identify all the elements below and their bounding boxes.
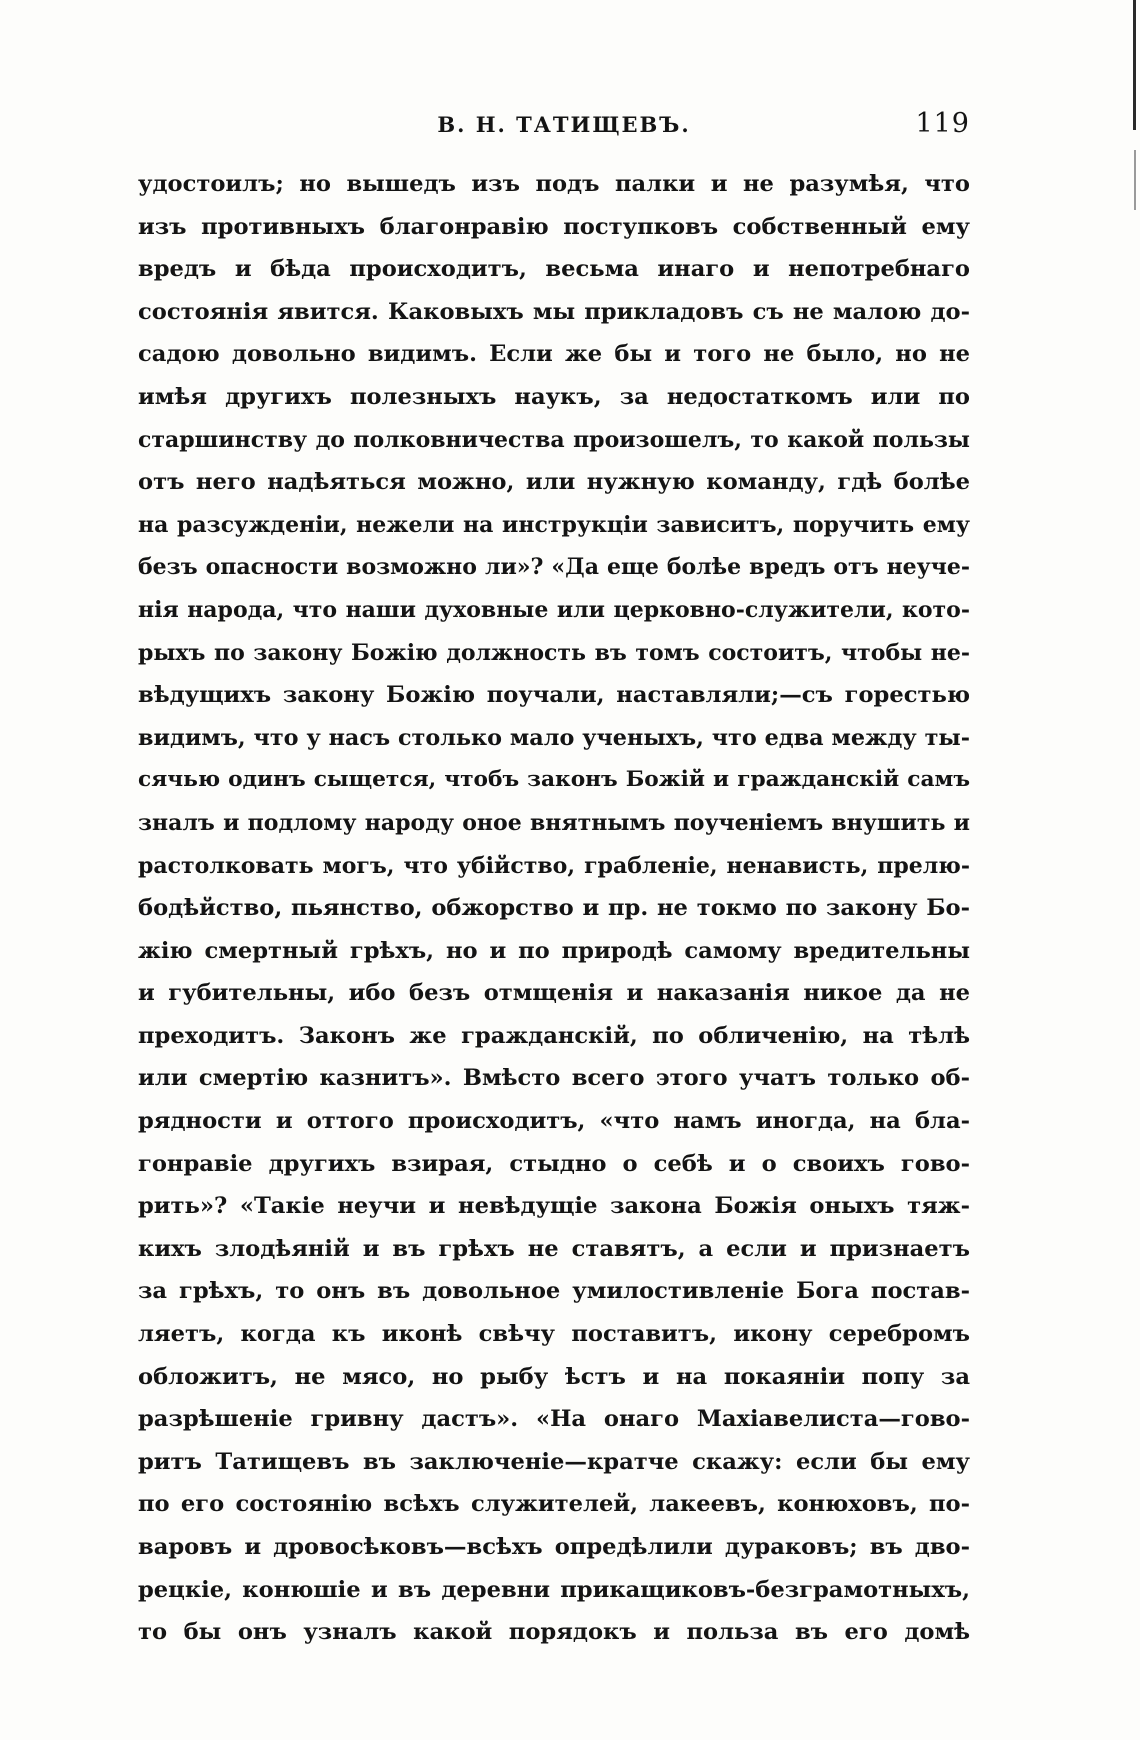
text-line: вредъ и бѣда происходитъ, весьма инаго и непотребнаго xyxy=(138,256,970,283)
text-line: гонравіе другихъ взирая, стыдно о себѣ и о своихъ гово- xyxy=(138,1150,970,1177)
text-line: за грѣхъ, то онъ въ довольное умилостивленіе Бога постав- xyxy=(138,1278,970,1305)
text-line: удостоилъ; но вышедъ изъ подъ палки и не разумѣя, что xyxy=(138,171,970,197)
text-line: жію смертный грѣхъ, но и по природѣ самому вредительны xyxy=(138,937,970,964)
text-line: состоянія явится. Каковыхъ мы прикладовъ съ не малою до- xyxy=(138,298,970,325)
text-line: изъ противныхъ благонравію поступковъ собственный ему xyxy=(138,213,970,240)
text-line: безъ опасности возможно ли»? «Да еще болѣе вредъ отъ неуче- xyxy=(138,554,970,581)
text-line: старшинству до полковничества произошелъ, то какой пользы xyxy=(138,426,970,453)
text-line: ляетъ, когда къ иконѣ свѣчу поставитъ, икону серебромъ xyxy=(138,1321,970,1348)
text-line: рядности и оттого происходитъ, «что намъ иногда, на бла- xyxy=(138,1108,970,1135)
page-number: 119 xyxy=(915,108,970,139)
text-line: зналъ и подлому народу оное внятнымъ поученіемъ внушить и xyxy=(138,809,970,836)
text-line: рить»? «Такіе неучи и невѣдущіе закона Божія оныхъ тяж- xyxy=(138,1193,970,1220)
text-line: ритъ Татищевъ въ заключеніе—кратче скажу: если бы ему xyxy=(138,1448,970,1475)
text-line: и губительны, ибо безъ отмщенія и наказанія никое да не xyxy=(138,980,970,1007)
text-line: по его состоянію всѣхъ служителей, лакеевъ, конюховъ, по- xyxy=(138,1491,970,1518)
text-line: вѣдущихъ закону Божію поучали, наставляли;—съ горестью xyxy=(138,682,970,709)
text-line: обложитъ, не мясо, но рыбу ѣстъ и на покаяніи попу за xyxy=(138,1363,970,1390)
text-line: рецкіе, конюшіе и въ деревни прикащиковъ-безграмотныхъ, xyxy=(138,1576,970,1603)
text-line: сячью одинъ сыщется, чтобъ законъ Божій и гражданскій самъ xyxy=(138,767,970,793)
text-line: имѣя другихъ полезныхъ наукъ, за недостаткомъ или по xyxy=(138,383,970,410)
text-line: видимъ, что у насъ столько мало ученыхъ, что едва между ты- xyxy=(138,724,970,751)
page-header xyxy=(138,108,970,148)
text-line: то бы онъ узналъ какой порядокъ и польза въ его домѣ xyxy=(138,1619,970,1646)
text-line: нія народа, что наши духовные или церковно-служители, кото- xyxy=(138,596,970,623)
scan-edge-mark xyxy=(1134,150,1136,210)
scan-edge-mark xyxy=(1133,0,1136,130)
text-line: бодѣйство, пьянство, обжорство и пр. не токмо по закону Бо- xyxy=(138,895,970,922)
text-line: рыхъ по закону Божію должность въ томъ состоитъ, чтобы не- xyxy=(138,639,970,666)
text-line: разрѣшеніе гривну дастъ». «На онаго Махіавелиста—гово- xyxy=(138,1406,970,1433)
text-line: отъ него надѣяться можно, или нужную команду, гдѣ болѣе xyxy=(138,469,970,496)
body-text xyxy=(138,163,970,1654)
text-line: кихъ злодѣяній и въ грѣхъ не ставятъ, а если и признаетъ xyxy=(138,1235,970,1262)
text-line: садою довольно видимъ. Если же бы и того не было, но не xyxy=(138,341,970,368)
text-line: на разсужденіи, нежели на инструкціи зависитъ, поручить ему xyxy=(138,511,970,538)
text-line: растолковать могъ, что убійство, грабленіе, ненависть, прелю- xyxy=(138,852,970,879)
text-line: варовъ и дровосѣковъ—всѣхъ опредѣлили дураковъ; въ дво- xyxy=(138,1534,970,1560)
running-title: В. Н. ТАТИЩЕВЪ. xyxy=(437,112,691,137)
text-line: или смертію казнитъ». Вмѣсто всего этого учатъ только об- xyxy=(138,1065,970,1092)
text-line: преходитъ. Законъ же гражданскій, по обличенію, на тѣлѣ xyxy=(138,1022,970,1049)
